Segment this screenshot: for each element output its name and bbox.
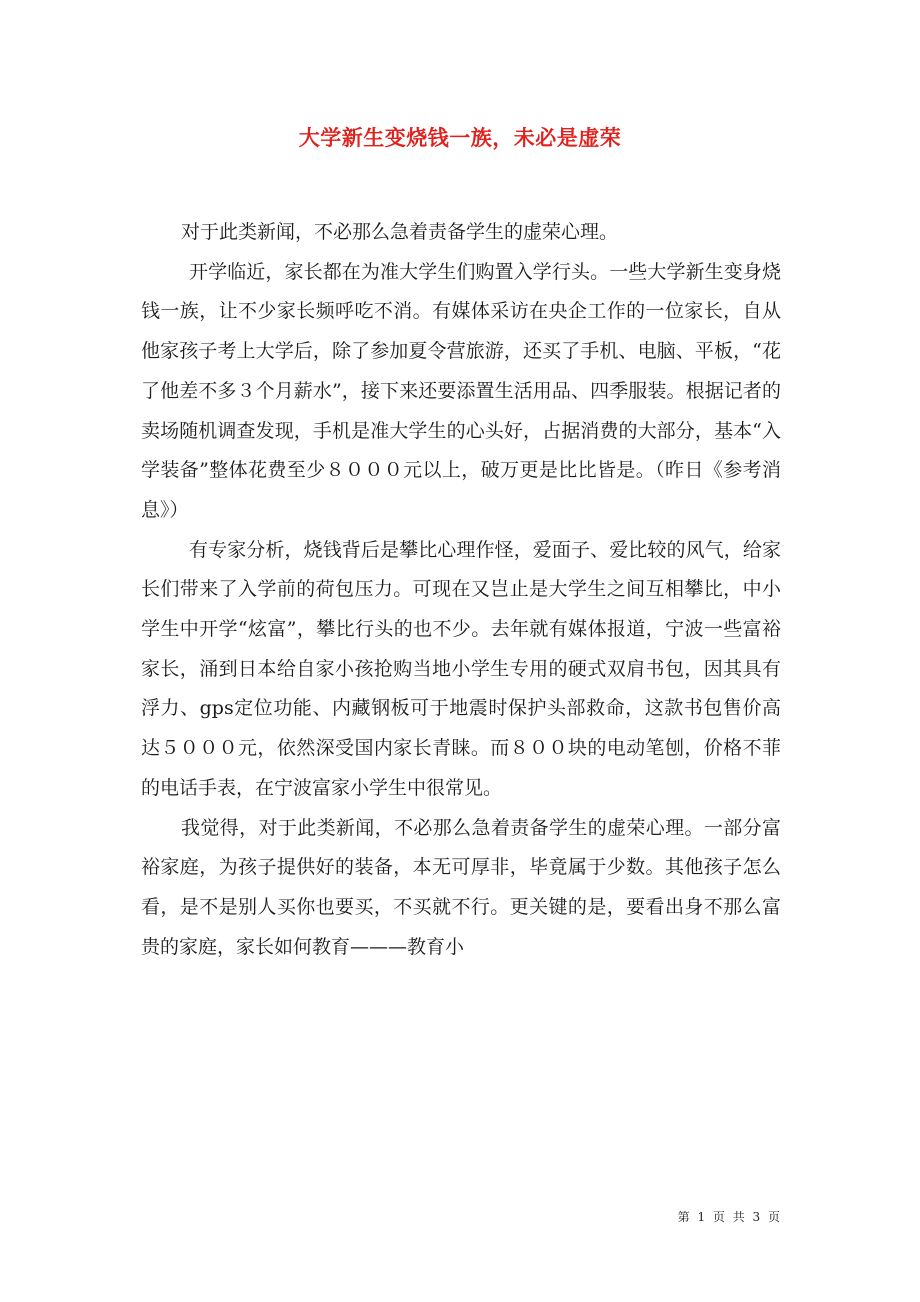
paragraph-4: 我觉得，对于此类新闻，不必那么急着责备学生的虚荣心理。一部分富裕家庭，为孩子提供好的装备，本无可厚非，毕竟属于少数。其他孩子怎么看，是不是别人买你也要买，不买就不行。更关键的是，要看出身不那么富贵的家庭，家长如何教育———教育小 [141, 816, 781, 958]
paragraph-lead: 对于此类新闻，不必那么急着责备学生的虚荣心理。 [181, 221, 619, 243]
page-number: 第 1 页 共 3 页 [677, 1210, 782, 1224]
paragraph-2: 开学临近，家长都在为准大学生们购置入学行头。一些大学新生变身烧钱一族，让不少家长频呼吃不消。有媒体采访在央企工作的一位家长，自从他家孩子考上大学后，除了参加夏令营旅游，还买了手机、电脑、平板，“花了他差不多３个月薪水”，接下来还要添置生活用品、四季服装。根据记者的卖场随机调查发现，手机是准大学生的心头好，占据消费的大部分，基本“入学装备”整体花费至少８０００元以上，破万更是比比皆是。（昨日《参考消息》） [141, 260, 781, 521]
page-number-footer [0, 1208, 782, 1225]
document-body [141, 213, 781, 967]
paragraph-3: 有专家分析，烧钱背后是攀比心理作怪，爱面子、爱比较的风气，给家长们带来了入学前的荷包压力。可现在又岂止是大学生之间互相攀比，中小学生中开学“炫富”，攀比行头的也不少。去年就有媒体报道，宁波一些富裕家长，涌到日本给自家小孩抢购当地小学生专用的硬式双肩书包，因其具有浮力、gps定位功能、内藏钢板可于地震时保护头部救命，这款书包售价高达５０００元，依然深受国内家长青睐。而８００块的电动笔刨，价格不菲的电话手表，在宁波富家小学生中很常见。 [141, 538, 781, 799]
document-title: 大学新生变烧钱一族，未必是虚荣 [298, 125, 622, 150]
